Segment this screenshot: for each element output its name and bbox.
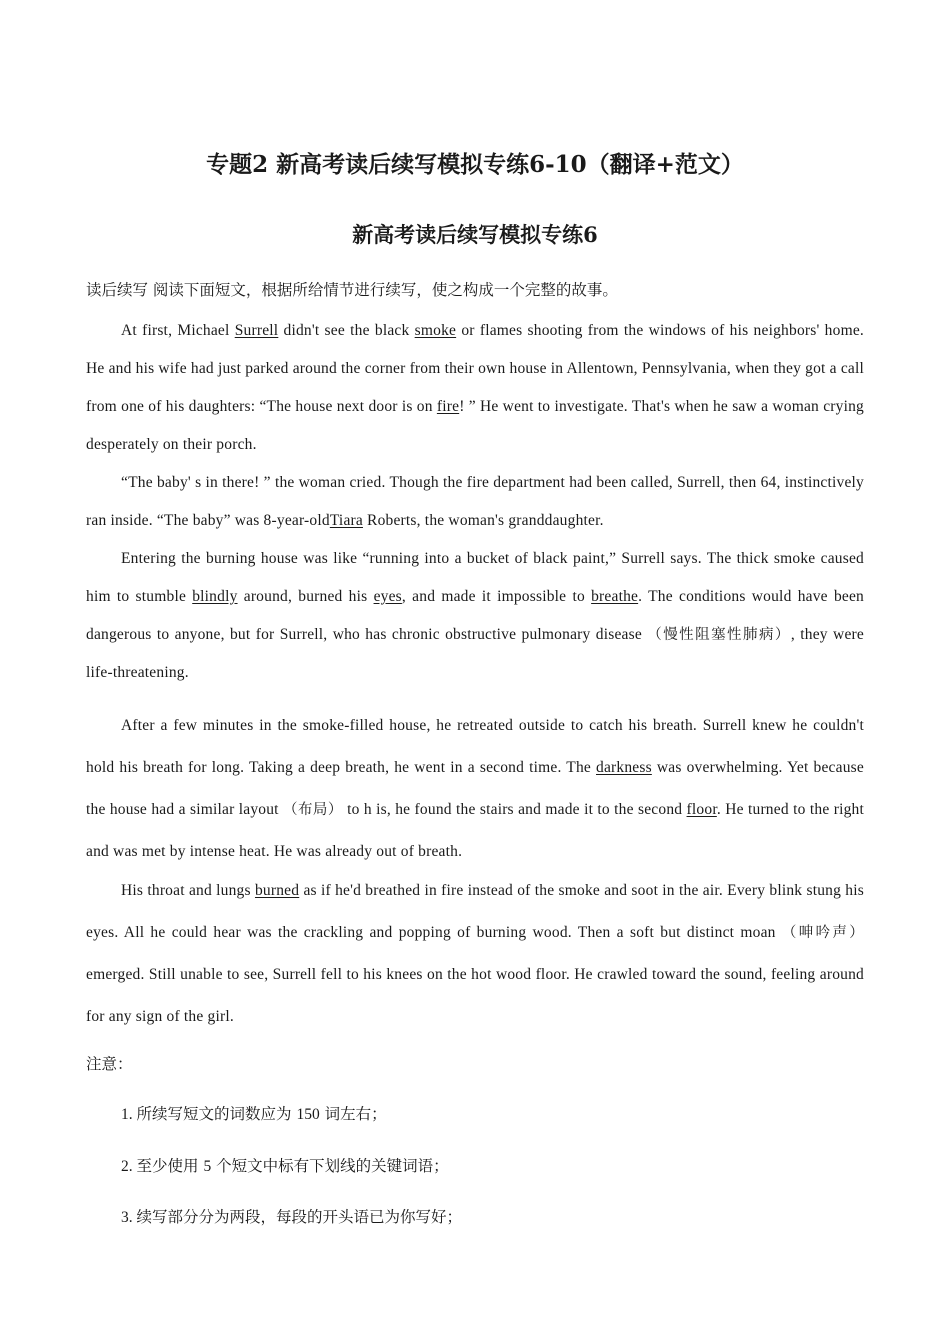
- keyword-underlined: Surrell: [234, 322, 279, 339]
- task-instruction: 读后续写 阅读下面短文，根据所给情节进行续写，使之构成一个完整的故事。: [86, 281, 618, 299]
- notes-heading: 注意：: [86, 1055, 133, 1073]
- keyword-underlined: burned: [254, 882, 300, 899]
- section-title: 新高考读后续写模拟专练6: [352, 222, 598, 247]
- keyword-underlined: smoke: [414, 322, 457, 339]
- keyword-underlined: Tiara: [329, 512, 363, 529]
- keyword-underlined: breathe: [591, 588, 639, 605]
- passage-paragraph-1: At first, Michael Surrell didn't see the black smoke or flames shooting from the windows of his neighbors' home. He and his wife had just parked around the corner from their own house in Allentown, Pennsylvania, when they got a call from one of his daughters: “The house next door is on fire! ” He went to investigate. That's when he saw a woman crying desperately on their porch.: [86, 322, 864, 453]
- keyword-underlined: blindly: [192, 588, 238, 605]
- note-item-2: 2. 至少使用 5 个短文中标有下划线的关键词语；: [121, 1157, 449, 1175]
- page-title: 专题2 新高考读后续写模拟专练6-10（翻译+范文）: [206, 151, 744, 178]
- keyword-underlined: darkness: [596, 759, 652, 776]
- passage-paragraph-2: “The baby' s in there! ” the woman cried. Though the fire department had been called, Surrell, then 64, instinctively ran inside. “The baby” was 8-year-oldTiara Roberts, the woman's granddaughter.: [86, 474, 864, 529]
- note-item-1: 1. 所续写短文的词数应为 150 词左右；: [121, 1105, 387, 1123]
- keyword-underlined: floor: [686, 801, 717, 818]
- passage-paragraph-3: Entering the burning house was like “running into a bucket of black paint,” Surrell says. The thick smoke caused him to stumble blindly around, burned his eyes, and made it impossible to breathe. The conditions would have been dangerous to anyone, but for Surrell, who has chronic obstructive pulmonary disease （慢性阻塞性肺病）, they were life-threatening.: [86, 550, 865, 681]
- note-item-3: 3. 续写部分分为两段，每段的开头语已为你写好；: [121, 1208, 463, 1226]
- keyword-underlined: fire: [436, 398, 460, 415]
- chinese-gloss: （慢性阻塞性肺病）: [647, 627, 791, 643]
- passage-paragraph-5: His throat and lungs burned as if he'd breathed in fire instead of the smoke and soot in the air. Every blink stung his eyes. All he could hear was the crackling and popping of burning wood. Then a soft but distinct moan （呻吟声） emerged. Still unable to see, Surrell fell to his knees on the hot wood floor. He crawled toward the sound, feeling around for any sign of the girl.: [86, 882, 864, 1025]
- chinese-gloss: （布局）: [283, 802, 343, 818]
- chinese-gloss: （呻吟声）: [781, 925, 864, 941]
- keyword-underlined: eyes: [373, 588, 402, 605]
- passage-paragraph-4: After a few minutes in the smoke-filled house, he retreated outside to catch his breath. Surrell knew he couldn't hold his breath for long. Taking a deep breath, he went in a second time. The darkness was overwhelming. Yet because the house had a similar layout （布局） to h is, he found the stairs and made it to the second floor. He turned to the right and was met by intense heat. He was already out of breath.: [86, 717, 864, 860]
